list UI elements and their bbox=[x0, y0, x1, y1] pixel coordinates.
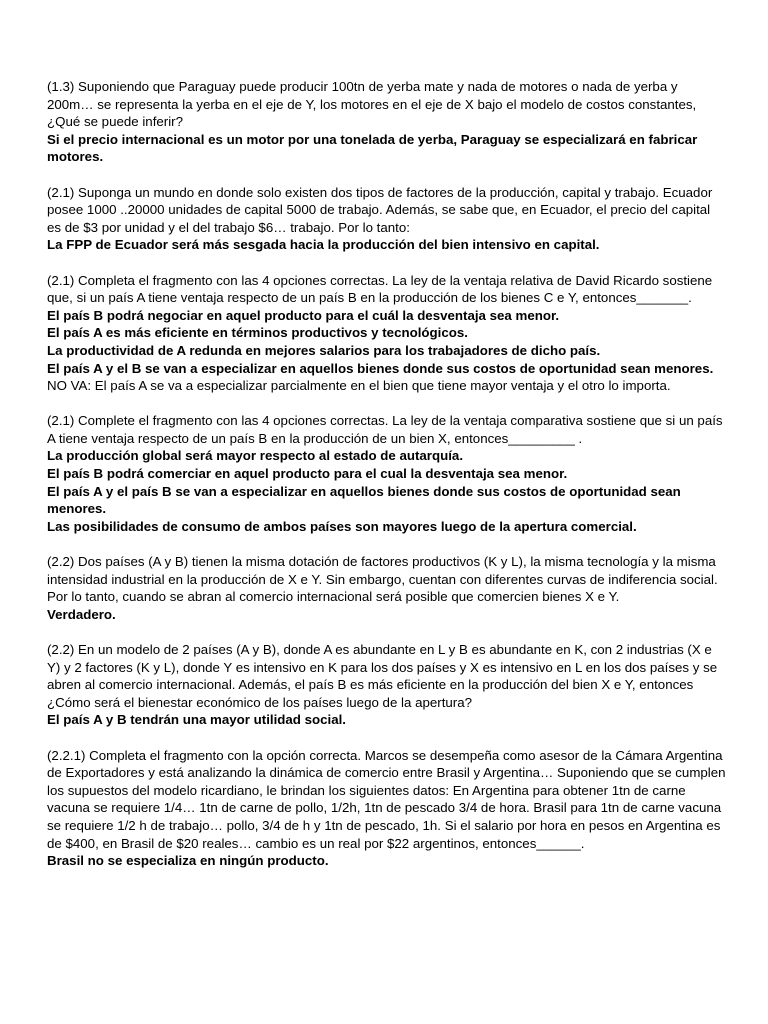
answer-text: La producción global será mayor respecto al estado de autarquía. bbox=[47, 448, 464, 464]
question-block bbox=[47, 78, 727, 166]
question-text: (2.2) En un modelo de 2 países (A y B), donde A es abundante en L y B es abundante en K, con 2 industrias (X e Y) y 2 factores (K y L), donde Y es intensivo en K para los dos países y X es intensivo en L en los dos países y se abren al comercio internacional. Además, el país B es más eficiente en la producción del bien X e Y, entonces ¿Cómo será el bienestar económico de los países luego de la apertura? bbox=[47, 642, 718, 710]
question-block bbox=[47, 553, 727, 623]
question-block bbox=[47, 641, 727, 729]
answer-text: El país A es más eficiente en términos productivos y tecnológicos. bbox=[47, 325, 468, 341]
answer-text: Si el precio internacional es un motor por una tonelada de yerba, Paraguay se especializará en fabricar motores. bbox=[47, 131, 698, 165]
question-text: (1.3) Suponiendo que Paraguay puede producir 100tn de yerba mate y nada de motores o nada de yerba y 200m… se representa la yerba en el eje de Y, los motores en el eje de X bajo el modelo de costos constantes, ¿Qué se puede inferir? bbox=[47, 79, 697, 130]
note-text: NO VA: El país A se va a especializar parcialmente en el bien que tiene mayor ventaja y el otro lo importa. bbox=[47, 378, 671, 394]
answer-text: La productividad de A redunda en mejores salarios para los trabajadores de dicho país. bbox=[47, 342, 601, 358]
question-text: (2.2) Dos países (A y B) tienen la misma dotación de factores productivos (K y L), la misma tecnología y la misma intensidad industrial en la producción de X e Y. Sin embargo, cuentan con diferentes curvas de indiferencia social. Por lo tanto, cuando se abran al comercio internacional será posible que comercien bienes X e Y. bbox=[47, 554, 718, 605]
answer-text: Brasil no se especializa en ningún producto. bbox=[47, 853, 329, 869]
document-page bbox=[47, 78, 727, 887]
question-text: (2.1) Complete el fragmento con las 4 opciones correctas. La ley de la ventaja comparativa sostiene que si un país A tiene ventaja respecto de un país B en la producción de un bien X, entonces_________ . bbox=[47, 413, 723, 446]
question-block bbox=[47, 412, 727, 535]
answer-text: El país A y el país B se van a especializar en aquellos bienes donde sus costos de oportunidad sean menores. bbox=[47, 483, 681, 517]
question-block bbox=[47, 272, 727, 395]
answer-text: El país A y B tendrán una mayor utilidad social. bbox=[47, 712, 347, 728]
question-text: (2.1) Completa el fragmento con las 4 opciones correctas. La ley de la ventaja relativa de David Ricardo sostiene que, si un país A tiene ventaja respecto de un país B en la producción de los bienes C e Y, entonces_______. bbox=[47, 272, 713, 306]
answer-text: El país B podrá comerciar en aquel producto para el cual la desventaja sea menor. bbox=[47, 466, 568, 482]
answer-text: Las posibilidades de consumo de ambos países son mayores luego de la apertura comercial. bbox=[47, 518, 637, 534]
question-block bbox=[47, 184, 727, 254]
question-block bbox=[47, 747, 727, 870]
question-text: (2.2.1) Completa el fragmento con la opción correcta. Marcos se desempeña como asesor de la Cámara Argentina de Exportadores y está analizando la dinámica de comercio entre Brasil y Argentina… Suponiendo que se cumplen los supuestos del modelo ricardiano, le brindan los siguientes datos: En Argentina para obtener 1tn de carne vacuna se requiere 1/4… 1tn de carne de pollo, 1/2h, 1tn de pescado 3/4 de hora. Brasil para 1tn de carne vacuna se requiere 1/2 h de trabajo… pollo, 3/4 de h y 1tn de pescado, 1h. Si el salario por hora en pesos en Argentina es de $400, en Brasil de $20 reales… cambio es un real por $22 argentinos, entonces______. bbox=[47, 747, 726, 851]
answer-text: El país B podrá negociar en aquel producto para el cuál la desventaja sea menor. bbox=[47, 307, 560, 323]
answer-text: La FPP de Ecuador será más sesgada hacia la producción del bien intensivo en capital. bbox=[47, 237, 600, 253]
question-text: (2.1) Suponga un mundo en donde solo existen dos tipos de factores de la producción, capital y trabajo. Ecuador posee 1000 ..20000 unidades de capital 5000 de trabajo. Además, se sabe que, en Ecuador, el precio del capital es de $3 por unidad y el del trabajo $6… trabajo. Por lo tanto: bbox=[47, 184, 713, 235]
answer-text: El país A y el B se van a especializar en aquellos bienes donde sus costos de oportunidad sean menores. bbox=[47, 360, 714, 376]
answer-text: Verdadero. bbox=[47, 606, 116, 622]
